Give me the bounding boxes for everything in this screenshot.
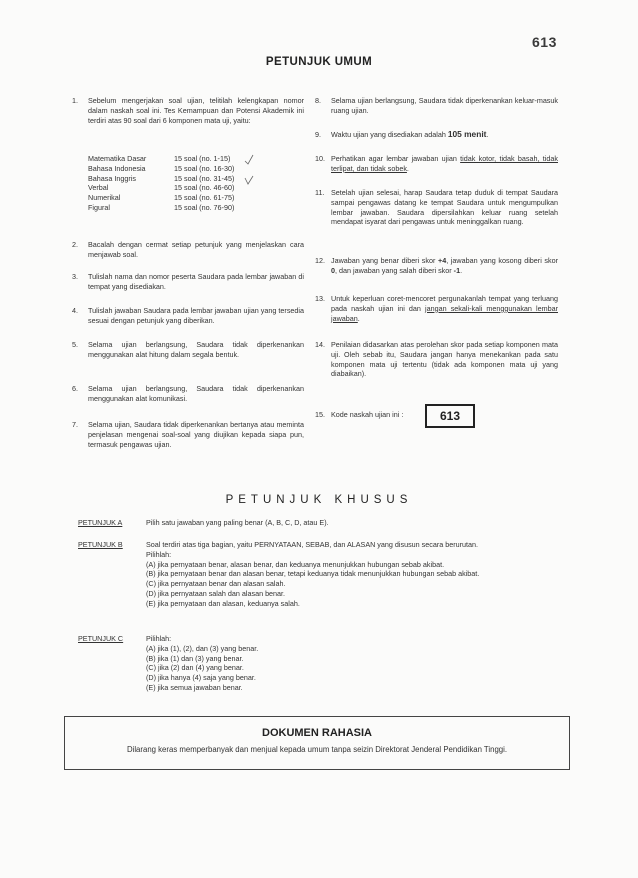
confidential-title: DOKUMEN RAHASIA	[262, 727, 372, 739]
petunjuk-b-label: PETUNJUK B	[78, 540, 123, 549]
subject-row: Verbal 15 soal (no. 46-60)	[88, 183, 235, 193]
general-instructions-title: PETUNJUK UMUM	[265, 56, 373, 68]
special-instructions-title: PETUNJUK KHUSUS	[225, 494, 413, 506]
petunjuk-a-label: PETUNJUK A	[78, 518, 123, 527]
subject-row: Matematika Dasar 15 soal (no. 1-15)	[88, 154, 231, 163]
confidential-text: Dilarang keras memperbanyak dan menjual kepada umum tanpa seizin Direktorat Jenderal Pendidikan Tinggi.	[126, 745, 508, 754]
subject-row: Numerikal 15 soal (no. 61-75)	[88, 193, 235, 203]
petunjuk-c-label: PETUNJUK C	[78, 634, 124, 643]
exam-code-box: 613	[425, 404, 475, 428]
handwritten-check-mark-icon	[244, 154, 254, 166]
confidential-notice-box	[64, 716, 570, 770]
page-code: 613	[532, 34, 557, 50]
left-column: 1. Sebelum mengerjakan soal ujian, telitilah kelengkapan nomor dalam naskah soal ini. Tes Kemampuan dan Potensi Akademik ini terdiri atas 90 soal dari 6 komponen mata uji, yaitu: Matematika Dasar 15 soal (no. 1-15) Bahasa Indonesia 15 soal (no. 16-30) Bahasa Inggris 15 soal (no. 31-45) Verbal 15 soal (no. 46-60) Numerikal 15 soal (no. 61-75) Figural 15 soal (no. 76-90) 2. Bacalah dengan cermat setiap petunjuk yang menjelaskan cara menjawab soal. 3. Tulislah nama dan nomor peserta Saudara pada lembar jawaban di tempat yang disediakan. 4. Tulislah jawaban Saudara pada lembar jawaban ujian yang tersedia sesuai dengan petunjuk yang diberikan. 5. Selama ujian berlangsung, Saudara tidak diperkenankan menggunakan alat hitung dalam segala bentuk. 6. Selama ujian berlangsung, Saudara tidak diperkenankan menggunakan alat komunikasi. 7. Selama ujian, Saudara tidak diperkenankan bertanya atau meminta penjelasan mengenai soal-soal yang diujikan kepada siapa pun, termasuk pengawas ujian.	[72, 96, 304, 476]
subject-row: Figural 15 soal (no. 76-90)	[88, 202, 235, 212]
subject-list	[88, 154, 308, 213]
subject-row: Bahasa Indonesia 15 soal (no. 16-30)	[88, 163, 235, 173]
handwritten-check-mark-icon	[244, 174, 254, 186]
subject-row: Bahasa Inggris 15 soal (no. 31-45)	[88, 173, 235, 183]
right-column: 8. Selama ujian berlangsung, Saudara tidak diperkenankan keluar-masuk ruang ujian. 9. Waktu ujian yang disediakan adalah 105 menit. 10. Perhatikan agar lembar jawaban ujian tidak kotor, tidak basah, tidak terlipat, dan tidak sobek. 11. Setelah ujian selesai, harap Saudara tetap duduk di tempat Saudara sampai pengawas datang ke tempat Saudara untuk mengumpulkan lembar jawaban. Saudara dipersilahkan keluar ruang setelah mendapat isyarat dari pengawas untuk meninggalkan ruang. 12. Jawaban yang benar diberi skor +4, jawaban yang kosong diberi skor 0, dan jawaban yang salah diberi skor -1. 13. Untuk keperluan coret-mencoret pergunakanlah tempat yang terluang pada naskah ujian ini dan jangan sekali-kali menggunakan lembar jawaban. 14. Penilaian didasarkan atas perolehan skor pada setiap komponen mata uji. Oleh sebab itu, Saudara jangan hanya menekankan pada satu komponen mata uji tertentu (tidak ada komponen mata uji yang diabaikan). 15. Kode naskah ujian ini : 613	[315, 96, 558, 476]
